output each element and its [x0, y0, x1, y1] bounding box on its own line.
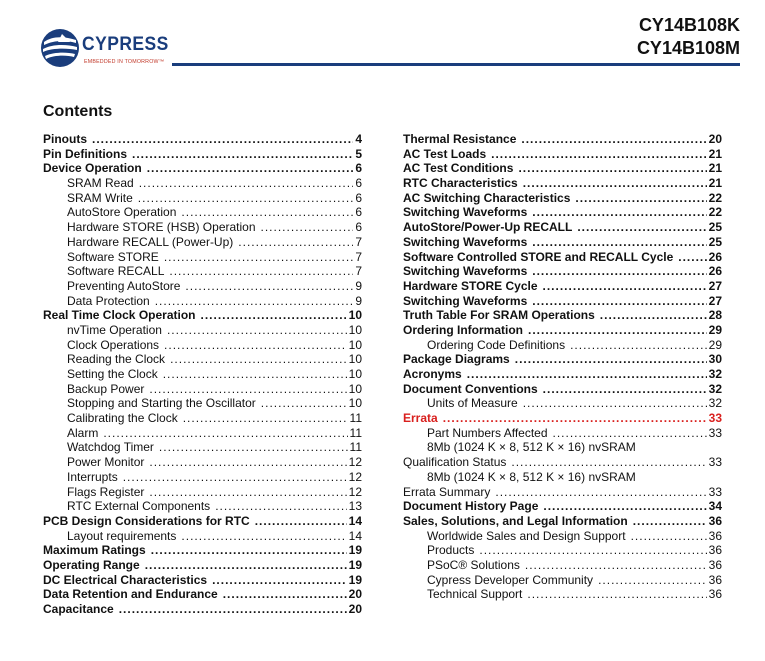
toc-entry-page: 9 — [355, 278, 362, 293]
toc-leader-dots — [523, 176, 707, 191]
toc-leader-dots — [119, 602, 347, 617]
toc-entry-title: Maximum Ratings — [43, 543, 146, 558]
toc-entry-title: Flags Register — [67, 484, 145, 499]
toc-leader-dots — [678, 250, 706, 265]
toc-entry[interactable] — [43, 308, 362, 323]
toc-entry[interactable] — [43, 426, 362, 441]
toc-leader-dots — [123, 470, 347, 485]
toc-entry-title: Units of Measure — [427, 396, 518, 411]
toc-entry-title: AutoStore/Power-Up RECALL — [403, 220, 573, 235]
toc-entry-title: AC Test Conditions — [403, 161, 514, 176]
toc-leader-dots — [525, 558, 707, 573]
toc-leader-dots — [149, 382, 346, 397]
toc-entry-title: Ordering Information — [403, 322, 523, 337]
brand-tagline: EMBEDDED IN TOMORROW™ — [84, 59, 165, 65]
toc-entry-page: 9 — [355, 293, 362, 308]
toc-entry-title: Package Diagrams — [403, 352, 510, 367]
toc-entry-page: 10 — [348, 337, 362, 352]
toc-entry-page: 27 — [708, 293, 722, 308]
toc-entry-page: 10 — [348, 396, 362, 411]
toc-entry-page: 21 — [708, 176, 722, 191]
toc-leader-dots — [181, 529, 346, 544]
toc-leader-dots — [149, 455, 346, 470]
toc-entry-title: Stopping and Starting the Oscillator — [67, 396, 256, 411]
toc-leader-dots — [147, 161, 354, 176]
toc-entry-page: 32 — [708, 381, 722, 396]
toc-entry-page: 36 — [708, 572, 722, 587]
toc-entry-page: 27 — [708, 278, 722, 293]
toc-entry[interactable] — [403, 514, 722, 529]
toc-entry[interactable] — [403, 411, 722, 426]
toc-entry-title: Products — [427, 543, 475, 558]
cypress-tree-icon — [40, 28, 80, 68]
toc-entry-page: 21 — [708, 161, 722, 176]
toc-entry-page: 33 — [708, 425, 722, 440]
toc-leader-dots — [138, 191, 354, 206]
toc-entry-title: RTC Characteristics — [403, 176, 518, 191]
toc-entry[interactable] — [403, 455, 722, 470]
toc-entry[interactable] — [43, 514, 362, 529]
toc-leader-dots — [631, 529, 707, 544]
toc-entry-title: Cypress Developer Community — [427, 572, 594, 587]
toc-entry-title: Software Controlled STORE and RECALL Cycle — [403, 249, 674, 264]
toc-entry-page: 36 — [708, 543, 722, 558]
toc-leader-dots — [575, 191, 706, 206]
toc-entry-page: 12 — [348, 455, 362, 470]
toc-leader-dots — [212, 573, 347, 588]
toc-entry-page: 22 — [708, 190, 722, 205]
toc-entry[interactable] — [43, 250, 362, 265]
toc-entry-title: Sales, Solutions, and Legal Information — [403, 513, 628, 528]
toc-entry-page: 6 — [355, 161, 362, 176]
toc-entry[interactable] — [403, 485, 722, 500]
toc-leader-dots — [495, 485, 706, 500]
toc-leader-dots — [92, 132, 353, 147]
toc-leader-dots — [443, 411, 707, 426]
page-title: Contents — [43, 103, 113, 120]
toc-leader-dots — [532, 294, 706, 309]
toc-entry-page: 26 — [708, 249, 722, 264]
toc-leader-dots — [515, 352, 707, 367]
toc-entry[interactable] — [43, 279, 362, 294]
cypress-logo — [40, 28, 172, 74]
toc-entry[interactable] — [43, 382, 362, 397]
toc-entry-title: Setting the Clock — [67, 367, 158, 381]
toc-entry-title: Capacitance — [43, 602, 114, 616]
toc-leader-dots — [255, 514, 347, 529]
brand-name: CYPRESS — [82, 34, 169, 55]
toc-entry-title: Power Monitor — [67, 455, 145, 470]
toc-leader-dots — [132, 147, 353, 162]
toc-entry-page: 5 — [355, 146, 362, 161]
toc-entry-title: nvTime Operation — [67, 322, 162, 337]
toc-entry[interactable] — [403, 308, 722, 323]
toc-leader-dots — [163, 367, 347, 382]
toc-entry-title: Software STORE — [67, 249, 159, 264]
toc-leader-dots — [570, 338, 707, 353]
toc-entry[interactable] — [403, 264, 722, 279]
toc-entry[interactable] — [43, 147, 362, 162]
toc-entry-title: Part Numbers Affected — [427, 425, 548, 440]
toc-entry-page: 10 — [348, 381, 362, 396]
toc-entry-title: Pin Definitions — [43, 146, 127, 161]
toc-entry-title: Qualification Status — [403, 455, 507, 470]
toc-leader-dots — [261, 396, 347, 411]
toc-entry[interactable] — [43, 396, 362, 411]
toc-entry-page: 11 — [349, 411, 362, 426]
toc-entry-page: 25 — [708, 234, 722, 249]
toc-entry-page: 29 — [708, 322, 722, 337]
toc-leader-dots — [201, 308, 347, 323]
toc-leader-dots — [183, 411, 348, 426]
toc-entry[interactable] — [403, 147, 722, 162]
toc-entry-page: 29 — [708, 337, 722, 352]
toc-entry-page: 7 — [355, 264, 362, 279]
toc-entry-title: SRAM Read — [67, 176, 134, 191]
toc-entry[interactable] — [43, 220, 362, 235]
toc-entry[interactable] — [43, 176, 362, 191]
toc-leader-dots — [598, 573, 707, 588]
toc-leader-dots — [159, 440, 348, 455]
toc-entry[interactable] — [43, 485, 362, 500]
toc-leader-dots — [261, 220, 354, 235]
toc-entry[interactable] — [43, 455, 362, 470]
toc-leader-dots — [149, 485, 346, 500]
toc-leader-dots — [479, 543, 706, 558]
toc-entry-page: 28 — [708, 308, 722, 323]
toc-entry-title: Watchdog Timer — [67, 440, 154, 455]
toc-entry[interactable] — [43, 602, 362, 617]
toc-entry-page: 7 — [355, 249, 362, 264]
toc-entry-page: 11 — [349, 440, 362, 455]
toc-entry-title: AC Switching Characteristics — [403, 190, 571, 205]
toc-entry-title: Hardware STORE (HSB) Operation — [67, 220, 256, 235]
toc-entry-page: 30 — [708, 352, 722, 367]
toc-entry-page: 19 — [348, 543, 362, 558]
toc-entry-page: 4 — [355, 132, 362, 146]
toc-entry[interactable] — [43, 161, 362, 176]
toc-entry[interactable] — [403, 338, 722, 353]
toc-entry-page: 20 — [348, 587, 362, 602]
toc-entry-page: 36 — [708, 528, 722, 543]
toc-entry[interactable] — [403, 529, 722, 544]
toc-entry[interactable] — [403, 235, 722, 250]
toc-entry[interactable] — [403, 279, 722, 294]
toc-entry[interactable] — [43, 587, 362, 602]
toc-leader-dots — [633, 514, 707, 529]
toc-entry-page: 14 — [348, 513, 362, 528]
part-number-2: CY14B108M — [636, 38, 740, 58]
toc-entry-title: Thermal Resistance — [403, 132, 517, 146]
toc-leader-dots — [139, 176, 354, 191]
toc-left-column — [43, 132, 362, 617]
toc-entry-page: 14 — [348, 528, 362, 543]
toc-entry[interactable] — [403, 558, 722, 573]
toc-entry-page: 6 — [355, 176, 362, 191]
toc-entry-title: Document Conventions — [403, 381, 538, 396]
toc-entry-page: 10 — [348, 308, 362, 323]
toc-entry-page: 12 — [348, 469, 362, 484]
toc-entry-page: 10 — [348, 352, 362, 367]
toc-entry-title: Errata Summary — [403, 484, 491, 499]
toc-right-column — [403, 132, 722, 602]
toc-entry-title: AC Test Loads — [403, 146, 487, 161]
toc-entry[interactable] — [43, 264, 362, 279]
toc-entry[interactable] — [43, 367, 362, 382]
toc-entry-title: Operating Range — [43, 557, 140, 572]
toc-entry[interactable] — [43, 352, 362, 367]
toc-entry-title: Switching Waveforms — [403, 264, 528, 279]
toc-entry[interactable] — [403, 132, 722, 147]
toc-entry-page: 34 — [708, 499, 722, 514]
toc-leader-dots — [164, 338, 347, 353]
toc-leader-dots — [553, 426, 707, 441]
toc-entry-title: Calibrating the Clock — [67, 411, 178, 426]
toc-entry-title: PCB Design Considerations for RTC — [43, 513, 250, 528]
toc-entry-page: 11 — [349, 425, 362, 440]
toc-entry-title: Pinouts — [43, 132, 87, 146]
toc-entry-title: Data Protection — [67, 293, 150, 308]
part-number-1: CY14B108K — [638, 15, 740, 35]
toc-entry[interactable] — [403, 176, 722, 191]
toc-leader-dots — [532, 205, 706, 220]
toc-entry-title: DC Electrical Characteristics — [43, 572, 208, 587]
toc-leader-dots — [164, 250, 354, 265]
toc-entry[interactable] — [43, 411, 362, 426]
toc-entry-title: Truth Table For SRAM Operations — [403, 308, 595, 323]
toc-entry[interactable] — [403, 367, 722, 382]
toc-entry-page: 32 — [708, 396, 722, 411]
toc-entry[interactable] — [403, 352, 722, 367]
toc-leader-dots — [521, 132, 706, 147]
toc-entry[interactable] — [43, 470, 362, 485]
toc-leader-dots — [528, 323, 707, 338]
toc-entry-title: Data Retention and Endurance — [43, 587, 218, 602]
toc-entry[interactable] — [43, 558, 362, 573]
toc-leader-dots — [215, 499, 346, 514]
toc-entry[interactable] — [43, 338, 362, 353]
toc-entry[interactable] — [403, 587, 722, 602]
toc-entry-page: 6 — [355, 220, 362, 235]
toc-entry-title: 8Mb (1024 K × 8, 512 K × 16) nvSRAM — [427, 440, 636, 455]
toc-entry-page: 19 — [348, 557, 362, 572]
toc-leader-dots — [527, 587, 706, 602]
toc-entry[interactable] — [43, 573, 362, 588]
toc-leader-dots — [523, 396, 707, 411]
toc-entry[interactable] — [43, 323, 362, 338]
toc-leader-dots — [169, 264, 353, 279]
toc-leader-dots — [167, 323, 347, 338]
toc-entry-title: Hardware RECALL (Power-Up) — [67, 234, 234, 249]
toc-entry[interactable] — [43, 132, 362, 147]
toc-leader-dots — [518, 161, 706, 176]
toc-entry[interactable] — [43, 499, 362, 514]
toc-entry-page: 33 — [708, 455, 722, 470]
toc-entry-title: Software RECALL — [67, 264, 165, 279]
toc-entry-page: 21 — [708, 146, 722, 161]
toc-entry-page: 20 — [708, 132, 722, 146]
toc-leader-dots — [185, 279, 353, 294]
toc-entry-title: Preventing AutoStore — [67, 278, 181, 293]
toc-leader-dots — [170, 352, 347, 367]
toc-leader-dots — [532, 264, 706, 279]
toc-leader-dots — [600, 308, 707, 323]
toc-entry[interactable] — [403, 294, 722, 309]
toc-entry[interactable] — [403, 573, 722, 588]
toc-entry-page: 22 — [708, 205, 722, 220]
toc-entry[interactable] — [403, 161, 722, 176]
toc-entry-page: 10 — [348, 367, 362, 381]
toc-entry[interactable] — [403, 191, 722, 206]
toc-leader-dots — [532, 235, 706, 250]
toc-entry-page: 33 — [708, 411, 722, 426]
toc-entry[interactable] — [43, 543, 362, 558]
toc-leader-dots — [543, 382, 707, 397]
toc-leader-dots — [467, 367, 707, 382]
toc-entry-title: Device Operation — [43, 161, 142, 176]
toc-leader-dots — [511, 455, 706, 470]
toc-entry-title: RTC External Components — [67, 499, 211, 514]
toc-entry-page: 10 — [348, 322, 362, 337]
toc-entry-page: 25 — [708, 220, 722, 235]
toc-leader-dots — [238, 235, 353, 250]
toc-entry-page: 26 — [708, 264, 722, 279]
toc-entry-title: Switching Waveforms — [403, 205, 528, 220]
toc-entry[interactable] — [403, 250, 722, 265]
toc-entry-page: 13 — [348, 499, 362, 514]
toc-entry[interactable] — [403, 396, 722, 411]
toc-leader-dots — [491, 147, 707, 162]
toc-entry-title: Clock Operations — [67, 337, 160, 352]
toc-leader-dots — [145, 558, 347, 573]
toc-leader-dots — [543, 279, 707, 294]
toc-entry-page: 6 — [355, 205, 362, 220]
toc-entry[interactable] — [403, 220, 722, 235]
toc-entry-title: Reading the Clock — [67, 352, 166, 367]
toc-entry-title: Errata — [403, 411, 438, 426]
toc-entry[interactable] — [403, 426, 722, 441]
toc-leader-dots — [103, 426, 347, 441]
toc-entry-page: 20 — [348, 602, 362, 616]
toc-entry-page: 33 — [708, 484, 722, 499]
toc-entry-title: Hardware STORE Cycle — [403, 278, 538, 293]
toc-entry[interactable] — [403, 382, 722, 397]
toc-entry[interactable] — [403, 440, 722, 455]
toc-entry-title: Technical Support — [427, 587, 523, 602]
toc-entry-title: AutoStore Operation — [67, 205, 177, 220]
toc-leader-dots — [223, 587, 347, 602]
toc-entry-page: 19 — [348, 572, 362, 587]
toc-entry[interactable] — [403, 205, 722, 220]
toc-entry-title: Interrupts — [67, 469, 118, 484]
toc-entry[interactable] — [403, 543, 722, 558]
toc-entry-title: 8Mb (1024 K × 8, 512 K × 16) nvSRAM — [427, 469, 636, 484]
toc-entry-page: 7 — [355, 234, 362, 249]
toc-entry[interactable] — [43, 294, 362, 309]
toc-entry-page: 36 — [708, 513, 722, 528]
toc-entry-title: PSoC® Solutions — [427, 557, 520, 572]
toc-leader-dots — [181, 205, 353, 220]
toc-leader-dots — [577, 220, 706, 235]
toc-entry-title: Real Time Clock Operation — [43, 308, 196, 323]
toc-entry-page: 6 — [355, 190, 362, 205]
header-rule — [172, 63, 740, 66]
toc-entry-title: Switching Waveforms — [403, 293, 528, 308]
toc-leader-dots — [543, 499, 706, 514]
toc-entry-page: 36 — [708, 557, 722, 572]
toc-entry-title: Ordering Code Definitions — [427, 337, 566, 352]
toc-entry-title: Acronyms — [403, 367, 462, 381]
toc-entry-page: 32 — [708, 367, 722, 381]
toc-entry-title: Alarm — [67, 425, 99, 440]
toc-entry[interactable] — [43, 205, 362, 220]
toc-entry-page: 12 — [348, 484, 362, 499]
toc-entry-title: Switching Waveforms — [403, 234, 528, 249]
toc-leader-dots — [155, 294, 354, 309]
toc-entry[interactable] — [43, 191, 362, 206]
toc-entry-title: Worldwide Sales and Design Support — [427, 528, 626, 543]
toc-entry-title: Document History Page — [403, 499, 539, 514]
toc-entry[interactable] — [403, 499, 722, 514]
toc-entry[interactable] — [403, 323, 722, 338]
toc-entry-page: 36 — [708, 587, 722, 602]
toc-entry-title: SRAM Write — [67, 190, 133, 205]
toc-entry[interactable] — [43, 235, 362, 250]
toc-leader-dots — [151, 543, 347, 558]
toc-entry[interactable] — [43, 529, 362, 544]
toc-entry-title: Layout requirements — [67, 528, 177, 543]
toc-entry[interactable] — [403, 470, 722, 485]
toc-entry[interactable] — [43, 440, 362, 455]
toc-entry-title: Backup Power — [67, 381, 145, 396]
